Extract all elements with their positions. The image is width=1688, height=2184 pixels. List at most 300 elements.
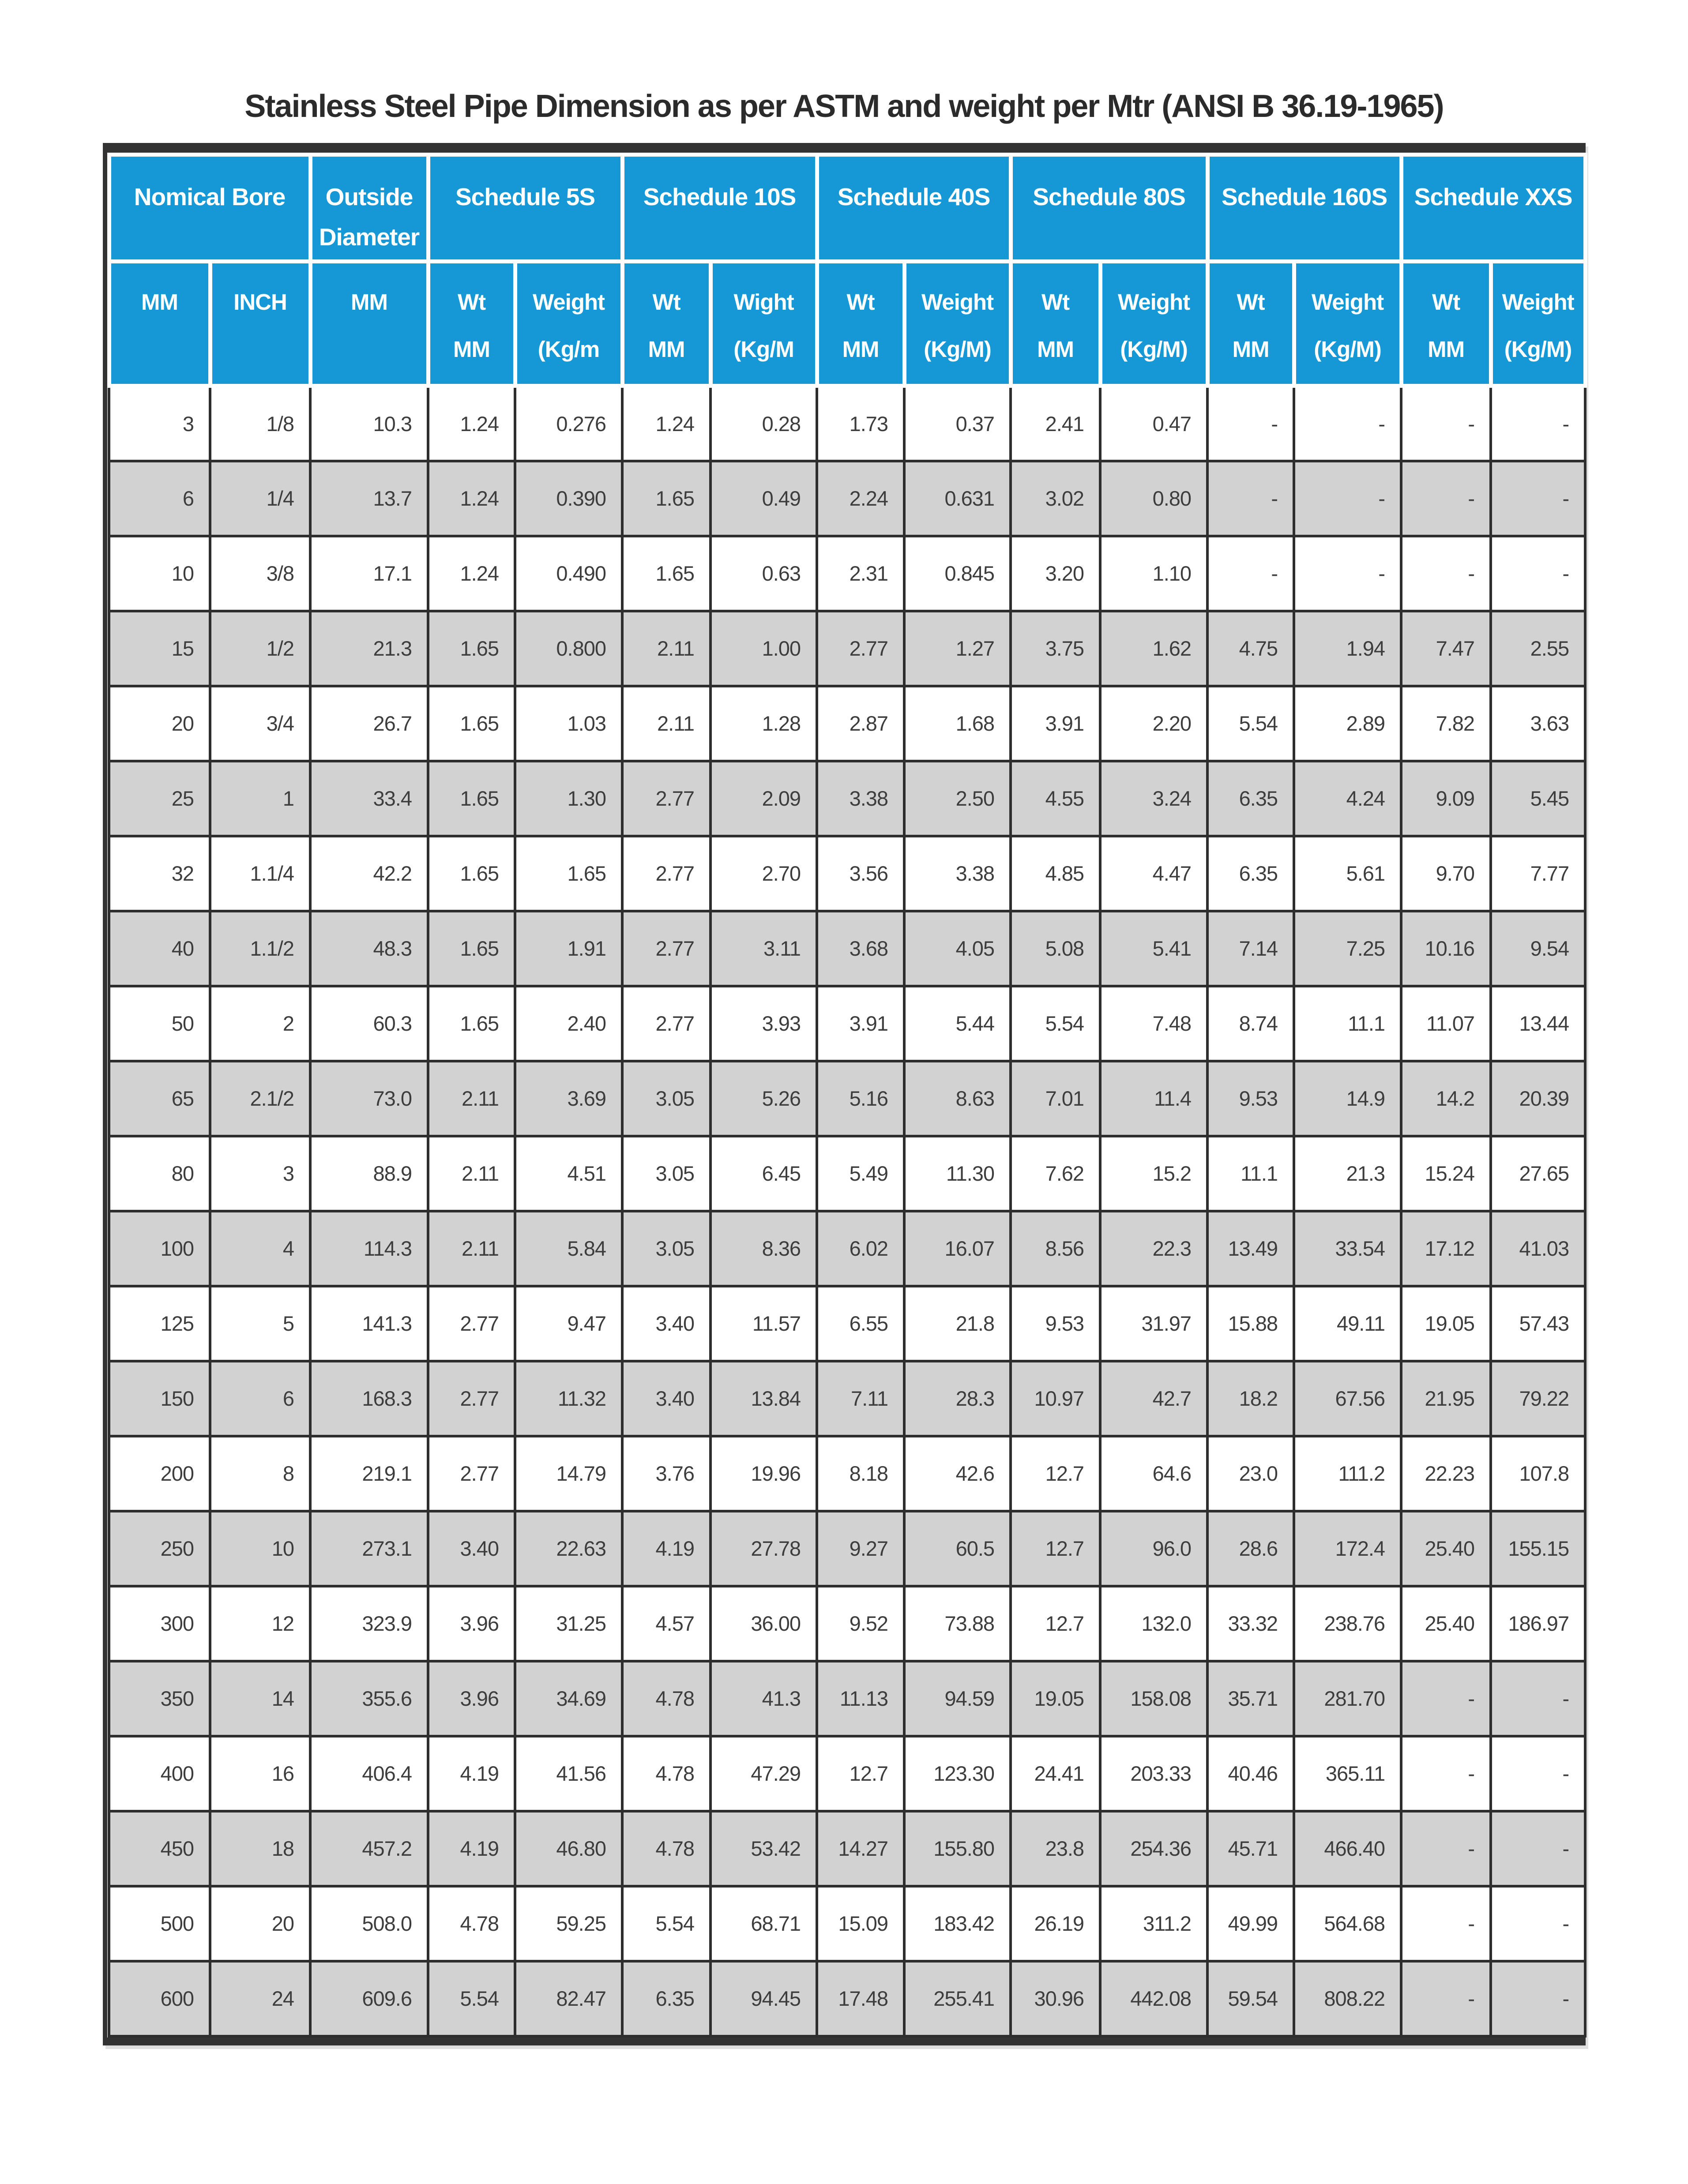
cell: 2.11 — [428, 1211, 515, 1286]
cell: 20 — [109, 686, 210, 761]
cell: 3.02 — [1011, 461, 1100, 536]
cell: 11.57 — [711, 1286, 817, 1361]
cell: 442.08 — [1100, 1961, 1207, 2036]
sub-header-cell — [210, 262, 310, 386]
cell: 82.47 — [515, 1961, 622, 2036]
sub-header-cell — [428, 262, 515, 386]
cell: 6.55 — [817, 1286, 904, 1361]
cell: 24.41 — [1011, 1736, 1100, 1811]
cell: 2.77 — [428, 1361, 515, 1436]
sub-header-label: (Kg/M) — [924, 337, 991, 362]
table-row — [109, 911, 1585, 986]
cell: 9.27 — [817, 1511, 904, 1586]
cell: 25.40 — [1401, 1511, 1491, 1586]
cell: 22.23 — [1401, 1436, 1491, 1511]
cell: - — [1294, 386, 1401, 461]
cell: 123.30 — [904, 1736, 1011, 1811]
cell: 311.2 — [1100, 1886, 1207, 1961]
cell: 15.24 — [1401, 1136, 1491, 1211]
header-group-cell: Schedule 10S — [622, 155, 817, 262]
sub-header-label: MM — [842, 337, 879, 362]
cell: - — [1491, 1811, 1585, 1886]
cell: 150 — [109, 1361, 210, 1436]
cell: 13.84 — [711, 1361, 817, 1436]
sub-header-cell — [622, 262, 711, 386]
cell: 238.76 — [1294, 1586, 1401, 1661]
cell: 8.36 — [711, 1211, 817, 1286]
cell: 25.40 — [1401, 1586, 1491, 1661]
cell: 0.49 — [711, 461, 817, 536]
cell: 13.44 — [1491, 986, 1585, 1061]
cell: 609.6 — [310, 1961, 428, 2036]
cell: 41.03 — [1491, 1211, 1585, 1286]
cell: 1.10 — [1100, 536, 1207, 611]
sub-header-cell — [1207, 262, 1294, 386]
sub-header-cell — [109, 262, 210, 386]
cell: 1.03 — [515, 686, 622, 761]
cell: 14.2 — [1401, 1061, 1491, 1136]
cell: 1.94 — [1294, 611, 1401, 686]
table-row — [109, 1511, 1585, 1586]
cell: 1.65 — [428, 611, 515, 686]
cell: 114.3 — [310, 1211, 428, 1286]
sub-header-cell — [817, 262, 904, 386]
cell: 9.53 — [1011, 1286, 1100, 1361]
cell: 1.24 — [622, 386, 711, 461]
cell: 273.1 — [310, 1511, 428, 1586]
cell: 12.7 — [1011, 1436, 1100, 1511]
cell: - — [1491, 536, 1585, 611]
cell: 1.30 — [515, 761, 622, 836]
sub-header-label: Weight — [1502, 289, 1574, 315]
cell: 65 — [109, 1061, 210, 1136]
cell: 7.77 — [1491, 836, 1585, 911]
cell: 0.845 — [904, 536, 1011, 611]
cell: 16.07 — [904, 1211, 1011, 1286]
cell: 59.54 — [1207, 1961, 1294, 2036]
cell: 2.77 — [817, 611, 904, 686]
table-row — [109, 1061, 1585, 1136]
cell: 300 — [109, 1586, 210, 1661]
cell: 365.11 — [1294, 1736, 1401, 1811]
cell: 457.2 — [310, 1811, 428, 1886]
cell: 1.00 — [711, 611, 817, 686]
cell: 60.3 — [310, 986, 428, 1061]
cell: 466.40 — [1294, 1811, 1401, 1886]
table-row — [109, 386, 1585, 461]
cell: 5.49 — [817, 1136, 904, 1211]
table-row — [109, 1886, 1585, 1961]
cell: 4.51 — [515, 1136, 622, 1211]
cell: 3.96 — [428, 1586, 515, 1661]
cell: 4.19 — [622, 1511, 711, 1586]
cell: 2.11 — [622, 686, 711, 761]
cell: 15.09 — [817, 1886, 904, 1961]
cell: 60.5 — [904, 1511, 1011, 1586]
cell: 20.39 — [1491, 1061, 1585, 1136]
page-title: Stainless Steel Pipe Dimension as per ASTM and weight per Mtr (ANSI B 36.19-1965) — [244, 89, 1444, 124]
sub-header-label: (Kg/M — [733, 337, 794, 362]
cell: 2.40 — [515, 986, 622, 1061]
cell: 10.16 — [1401, 911, 1491, 986]
cell: 1.1/4 — [210, 836, 310, 911]
sub-header-label: Weight — [921, 289, 994, 315]
cell: 14.27 — [817, 1811, 904, 1886]
cell: 0.390 — [515, 461, 622, 536]
cell: 59.25 — [515, 1886, 622, 1961]
cell: 1.65 — [622, 536, 711, 611]
cell: 4.19 — [428, 1811, 515, 1886]
header-group-cell: Schedule 40S — [817, 155, 1011, 262]
cell: 2.70 — [711, 836, 817, 911]
table-row — [109, 1736, 1585, 1811]
cell: 4 — [210, 1211, 310, 1286]
cell: 10.97 — [1011, 1361, 1100, 1436]
cell: - — [1491, 1961, 1585, 2036]
cell: 10.3 — [310, 386, 428, 461]
cell: 22.63 — [515, 1511, 622, 1586]
cell: 41.3 — [711, 1661, 817, 1736]
cell: 28.3 — [904, 1361, 1011, 1436]
cell: 0.28 — [711, 386, 817, 461]
cell: 3.38 — [904, 836, 1011, 911]
cell: 2.09 — [711, 761, 817, 836]
table-row — [109, 1286, 1585, 1361]
table-row — [109, 1961, 1585, 2036]
cell: 4.05 — [904, 911, 1011, 986]
sub-header-label: (Kg/M) — [1314, 337, 1381, 362]
table-row — [109, 986, 1585, 1061]
table-row — [109, 1586, 1585, 1661]
cell: - — [1491, 1736, 1585, 1811]
cell: 155.15 — [1491, 1511, 1585, 1586]
cell: 8.18 — [817, 1436, 904, 1511]
cell: 1.1/2 — [210, 911, 310, 986]
cell: 28.6 — [1207, 1511, 1294, 1586]
header-sub-row — [109, 262, 1585, 386]
cell: 281.70 — [1294, 1661, 1401, 1736]
cell: 200 — [109, 1436, 210, 1511]
cell: 0.490 — [515, 536, 622, 611]
cell: 7.62 — [1011, 1136, 1100, 1211]
cell: 11.13 — [817, 1661, 904, 1736]
cell: 2.41 — [1011, 386, 1100, 461]
cell: 3.20 — [1011, 536, 1100, 611]
cell: 400 — [109, 1736, 210, 1811]
cell: 1.65 — [428, 986, 515, 1061]
cell: 0.80 — [1100, 461, 1207, 536]
cell: 4.85 — [1011, 836, 1100, 911]
cell: - — [1401, 461, 1491, 536]
cell: 42.2 — [310, 836, 428, 911]
cell: 57.43 — [1491, 1286, 1585, 1361]
sub-header-cell — [904, 262, 1011, 386]
cell: 1/4 — [210, 461, 310, 536]
cell: 3.05 — [622, 1136, 711, 1211]
sub-header-label: MM — [453, 337, 490, 362]
table-row — [109, 1811, 1585, 1886]
sub-header-cell — [1294, 262, 1401, 386]
cell: 3.56 — [817, 836, 904, 911]
cell: 141.3 — [310, 1286, 428, 1361]
sub-header-label: (Kg/M) — [1504, 337, 1572, 362]
cell: 350 — [109, 1661, 210, 1736]
pipe-dimension-table — [107, 153, 1587, 2038]
sub-header-label: (Kg/M) — [1120, 337, 1188, 362]
cell: 35.71 — [1207, 1661, 1294, 1736]
cell: 2.1/2 — [210, 1061, 310, 1136]
cell: 600 — [109, 1961, 210, 2036]
table-row — [109, 1436, 1585, 1511]
cell: 14.79 — [515, 1436, 622, 1511]
cell: 3.05 — [622, 1061, 711, 1136]
sub-header-label: Weight — [533, 289, 605, 315]
cell: 3.63 — [1491, 686, 1585, 761]
sub-header-label: Wt — [652, 289, 680, 315]
cell: 26.19 — [1011, 1886, 1100, 1961]
cell: 1.91 — [515, 911, 622, 986]
cell: 1 — [210, 761, 310, 836]
cell: - — [1207, 461, 1294, 536]
cell: 3.40 — [622, 1361, 711, 1436]
sub-header-label: Weight — [1118, 289, 1190, 315]
cell: 355.6 — [310, 1661, 428, 1736]
cell: 5.84 — [515, 1211, 622, 1286]
cell: 12.7 — [1011, 1511, 1100, 1586]
cell: 158.08 — [1100, 1661, 1207, 1736]
cell: 4.78 — [622, 1661, 711, 1736]
cell: 125 — [109, 1286, 210, 1361]
cell: 7.25 — [1294, 911, 1401, 986]
cell: 1.27 — [904, 611, 1011, 686]
cell: 94.59 — [904, 1661, 1011, 1736]
cell: 21.8 — [904, 1286, 1011, 1361]
cell: 0.800 — [515, 611, 622, 686]
cell: 7.82 — [1401, 686, 1491, 761]
cell: 1.24 — [428, 461, 515, 536]
cell: 4.57 — [622, 1586, 711, 1661]
cell: 21.95 — [1401, 1361, 1491, 1436]
cell: 500 — [109, 1886, 210, 1961]
sub-header-label: Wt — [1041, 289, 1070, 315]
cell: 5.61 — [1294, 836, 1401, 911]
cell: 5.16 — [817, 1061, 904, 1136]
cell: 49.99 — [1207, 1886, 1294, 1961]
cell: 3 — [210, 1136, 310, 1211]
cell: 4.19 — [428, 1736, 515, 1811]
cell: 508.0 — [310, 1886, 428, 1961]
cell: 3.11 — [711, 911, 817, 986]
cell: 47.29 — [711, 1736, 817, 1811]
cell: 11.07 — [1401, 986, 1491, 1061]
cell: 5.26 — [711, 1061, 817, 1136]
cell: 2.11 — [622, 611, 711, 686]
cell: - — [1401, 536, 1491, 611]
cell: 23.8 — [1011, 1811, 1100, 1886]
cell: 15 — [109, 611, 210, 686]
cell: 23.0 — [1207, 1436, 1294, 1511]
table-row — [109, 761, 1585, 836]
cell: 12 — [210, 1586, 310, 1661]
cell: 67.56 — [1294, 1361, 1401, 1436]
cell: 3.91 — [1011, 686, 1100, 761]
cell: 323.9 — [310, 1586, 428, 1661]
table-body — [109, 386, 1585, 2036]
table-row — [109, 536, 1585, 611]
table-header — [109, 155, 1585, 386]
cell: 1.65 — [428, 836, 515, 911]
cell: 4.55 — [1011, 761, 1100, 836]
cell: 5.44 — [904, 986, 1011, 1061]
cell: 46.80 — [515, 1811, 622, 1886]
cell: 808.22 — [1294, 1961, 1401, 2036]
cell: 19.05 — [1401, 1286, 1491, 1361]
sub-header-label: Wt — [457, 289, 486, 315]
cell: 5.08 — [1011, 911, 1100, 986]
cell: 73.0 — [310, 1061, 428, 1136]
cell: 14.9 — [1294, 1061, 1401, 1136]
cell: 3.69 — [515, 1061, 622, 1136]
cell: 2.77 — [622, 911, 711, 986]
cell: 9.53 — [1207, 1061, 1294, 1136]
cell: 33.4 — [310, 761, 428, 836]
cell: 4.47 — [1100, 836, 1207, 911]
sub-header-label: INCH — [233, 289, 287, 315]
cell: 18 — [210, 1811, 310, 1886]
cell: 34.69 — [515, 1661, 622, 1736]
header-group-cell: Outside Diameter — [310, 155, 428, 262]
cell: - — [1401, 1811, 1491, 1886]
sub-header-label: MM — [1428, 337, 1465, 362]
cell: 1/8 — [210, 386, 310, 461]
cell: 27.78 — [711, 1511, 817, 1586]
cell: 6 — [210, 1361, 310, 1436]
cell: 8.74 — [1207, 986, 1294, 1061]
cell: 27.65 — [1491, 1136, 1585, 1211]
header-group-cell: Schedule 80S — [1011, 155, 1207, 262]
cell: 1.65 — [515, 836, 622, 911]
cell: 30.96 — [1011, 1961, 1100, 2036]
cell: 8.63 — [904, 1061, 1011, 1136]
cell: 186.97 — [1491, 1586, 1585, 1661]
cell: 7.47 — [1401, 611, 1491, 686]
sub-header-cell — [1011, 262, 1100, 386]
cell: 1.28 — [711, 686, 817, 761]
cell: 0.63 — [711, 536, 817, 611]
sub-header-label: MM — [1232, 337, 1269, 362]
cell: 15.88 — [1207, 1286, 1294, 1361]
cell: 3.24 — [1100, 761, 1207, 836]
cell: 7.01 — [1011, 1061, 1100, 1136]
sub-header-cell — [1491, 262, 1585, 386]
header-group-cell: Nomical Bore — [109, 155, 310, 262]
cell: 21.3 — [310, 611, 428, 686]
cell: 172.4 — [1294, 1511, 1401, 1586]
cell: 11.1 — [1207, 1136, 1294, 1211]
cell: 4.78 — [622, 1811, 711, 1886]
cell: 31.97 — [1100, 1286, 1207, 1361]
cell: 3.40 — [428, 1511, 515, 1586]
cell: 2 — [210, 986, 310, 1061]
cell: 42.7 — [1100, 1361, 1207, 1436]
cell: - — [1491, 1886, 1585, 1961]
cell: 64.6 — [1100, 1436, 1207, 1511]
cell: - — [1401, 386, 1491, 461]
sub-header-cell — [1401, 262, 1491, 386]
cell: 9.70 — [1401, 836, 1491, 911]
sub-header-label: Wt — [846, 289, 875, 315]
cell: 26.7 — [310, 686, 428, 761]
sub-header-cell — [515, 262, 622, 386]
cell: 49.11 — [1294, 1286, 1401, 1361]
cell: 1.68 — [904, 686, 1011, 761]
cell: 254.36 — [1100, 1811, 1207, 1886]
cell: 16 — [210, 1736, 310, 1811]
cell: 6 — [109, 461, 210, 536]
cell: 2.77 — [622, 836, 711, 911]
cell: - — [1294, 461, 1401, 536]
cell: 2.77 — [428, 1286, 515, 1361]
cell: 6.45 — [711, 1136, 817, 1211]
cell: 73.88 — [904, 1586, 1011, 1661]
cell: 11.32 — [515, 1361, 622, 1436]
cell: 88.9 — [310, 1136, 428, 1211]
cell: 17.48 — [817, 1961, 904, 2036]
cell: 6.35 — [1207, 761, 1294, 836]
cell: 132.0 — [1100, 1586, 1207, 1661]
cell: 4.24 — [1294, 761, 1401, 836]
cell: 5.45 — [1491, 761, 1585, 836]
cell: - — [1207, 386, 1294, 461]
cell: 2.31 — [817, 536, 904, 611]
cell: 450 — [109, 1811, 210, 1886]
cell: 3 — [109, 386, 210, 461]
cell: 250 — [109, 1511, 210, 1586]
cell: - — [1401, 1661, 1491, 1736]
cell: - — [1491, 461, 1585, 536]
cell: 3/8 — [210, 536, 310, 611]
cell: 8.56 — [1011, 1211, 1100, 1286]
cell: 9.47 — [515, 1286, 622, 1361]
cell: 2.77 — [622, 986, 711, 1061]
cell: 31.25 — [515, 1586, 622, 1661]
cell: 2.77 — [428, 1436, 515, 1511]
cell: 2.50 — [904, 761, 1011, 836]
table-row — [109, 836, 1585, 911]
cell: 33.32 — [1207, 1586, 1294, 1661]
cell: 3.40 — [622, 1286, 711, 1361]
table-row — [109, 1361, 1585, 1436]
cell: - — [1491, 1661, 1585, 1736]
sub-header-label: MM — [1037, 337, 1074, 362]
cell: 5.54 — [1207, 686, 1294, 761]
cell: 1/2 — [210, 611, 310, 686]
cell: - — [1207, 536, 1294, 611]
cell: 11.30 — [904, 1136, 1011, 1211]
cell: 1.24 — [428, 386, 515, 461]
cell: 7.11 — [817, 1361, 904, 1436]
cell: 2.77 — [622, 761, 711, 836]
cell: 2.11 — [428, 1061, 515, 1136]
cell: 21.3 — [1294, 1136, 1401, 1211]
cell: 24 — [210, 1961, 310, 2036]
cell: 183.42 — [904, 1886, 1011, 1961]
cell: 14 — [210, 1661, 310, 1736]
cell: 40.46 — [1207, 1736, 1294, 1811]
cell: - — [1401, 1961, 1491, 2036]
cell: 68.71 — [711, 1886, 817, 1961]
cell: 36.00 — [711, 1586, 817, 1661]
